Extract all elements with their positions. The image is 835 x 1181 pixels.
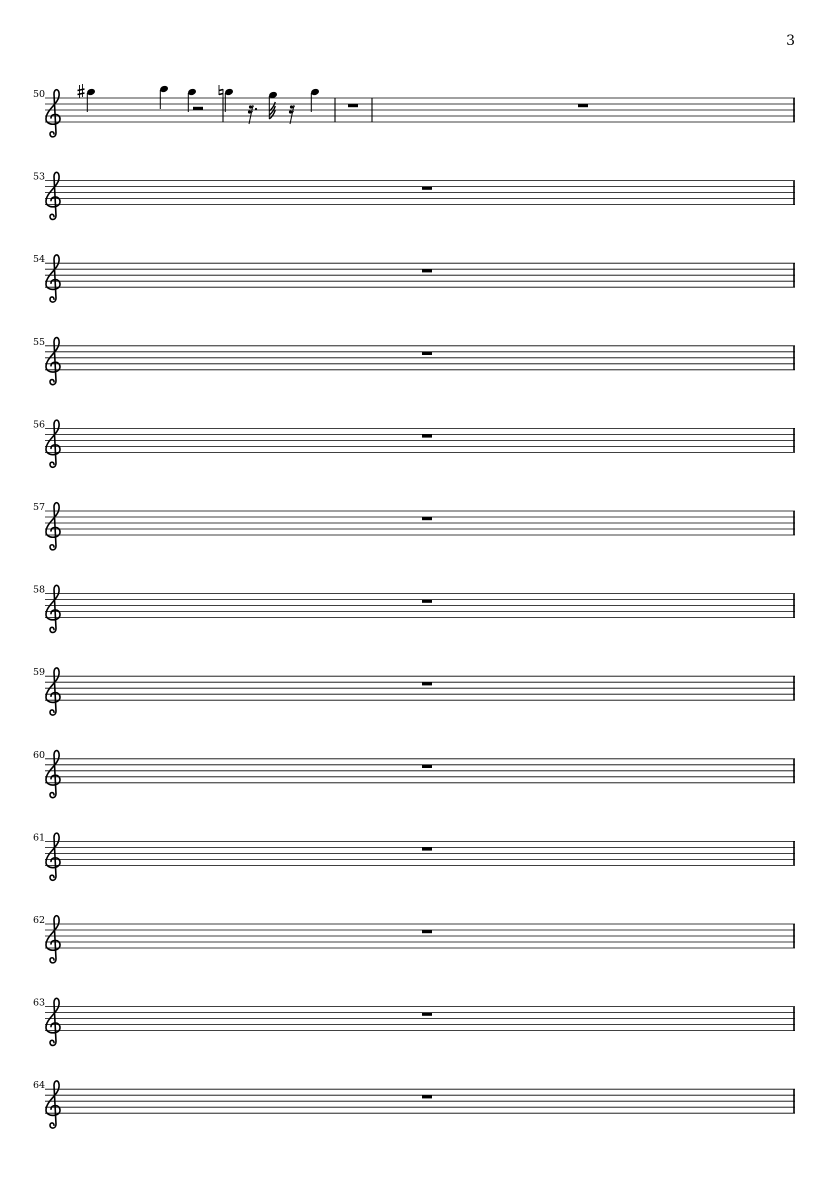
staff-system bbox=[33, 84, 795, 137]
natural-icon bbox=[219, 85, 223, 99]
staff-system bbox=[33, 419, 795, 467]
half-rest bbox=[193, 107, 203, 110]
treble-clef-icon bbox=[46, 916, 60, 963]
natural-note bbox=[219, 85, 234, 112]
quarter-note bbox=[159, 85, 169, 109]
thirty-second-note bbox=[268, 91, 278, 119]
measure-number: 56 bbox=[33, 419, 46, 431]
measure-number: 60 bbox=[33, 749, 46, 761]
treble-clef-icon bbox=[46, 172, 60, 219]
whole-rest bbox=[422, 1013, 432, 1016]
quarter-note bbox=[310, 88, 320, 112]
treble-clef-icon bbox=[46, 255, 60, 302]
whole-rest bbox=[348, 104, 358, 107]
measure-number: 62 bbox=[33, 915, 46, 926]
staff-system bbox=[33, 998, 795, 1046]
treble-clef-icon bbox=[46, 503, 60, 550]
rest-dot bbox=[255, 108, 257, 110]
treble-clef-icon bbox=[46, 998, 60, 1045]
treble-clef-icon bbox=[46, 668, 60, 715]
measure-number: 61 bbox=[33, 832, 46, 844]
measure-number: 54 bbox=[33, 254, 46, 266]
whole-rest bbox=[422, 1095, 432, 1098]
measure-number: 64 bbox=[33, 1080, 46, 1092]
staff-system bbox=[33, 337, 795, 385]
treble-clef-icon bbox=[46, 833, 60, 880]
whole-rest bbox=[422, 269, 432, 272]
page-number: 3 bbox=[786, 33, 795, 49]
whole-rest bbox=[422, 352, 432, 355]
staff-system bbox=[33, 750, 795, 798]
measure-number: 59 bbox=[33, 667, 46, 679]
whole-rest bbox=[422, 187, 432, 190]
whole-rest bbox=[422, 434, 432, 437]
treble-clef-icon bbox=[46, 1081, 60, 1128]
measure-number: 50 bbox=[33, 89, 46, 100]
whole-rest bbox=[422, 517, 432, 520]
whole-rest bbox=[578, 104, 588, 107]
staff-system bbox=[33, 502, 795, 550]
whole-rest bbox=[422, 682, 432, 685]
treble-clef-icon bbox=[46, 420, 60, 467]
measure-number: 53 bbox=[33, 171, 46, 183]
thirty-second-rest bbox=[248, 105, 257, 124]
measure-number: 57 bbox=[33, 502, 46, 513]
treble-clef-icon bbox=[46, 338, 60, 385]
staff-system bbox=[33, 254, 795, 302]
treble-clef-icon bbox=[46, 90, 60, 137]
sixteenth-rest bbox=[289, 105, 295, 124]
staff-system bbox=[33, 1080, 795, 1128]
staff-system bbox=[33, 172, 795, 220]
whole-rest bbox=[422, 930, 432, 933]
whole-rest bbox=[422, 600, 432, 603]
measure-number: 58 bbox=[33, 584, 46, 596]
measure-number: 63 bbox=[33, 997, 46, 1009]
staff-system bbox=[33, 667, 795, 715]
whole-rest bbox=[422, 847, 432, 850]
treble-clef-icon bbox=[46, 585, 60, 632]
measure-number: 55 bbox=[33, 336, 46, 348]
treble-clef-icon bbox=[46, 751, 60, 798]
whole-rest bbox=[422, 765, 432, 768]
staff-system bbox=[33, 832, 795, 880]
staff-system bbox=[33, 915, 795, 963]
sharp-icon bbox=[78, 84, 85, 98]
staff-system bbox=[33, 585, 795, 633]
